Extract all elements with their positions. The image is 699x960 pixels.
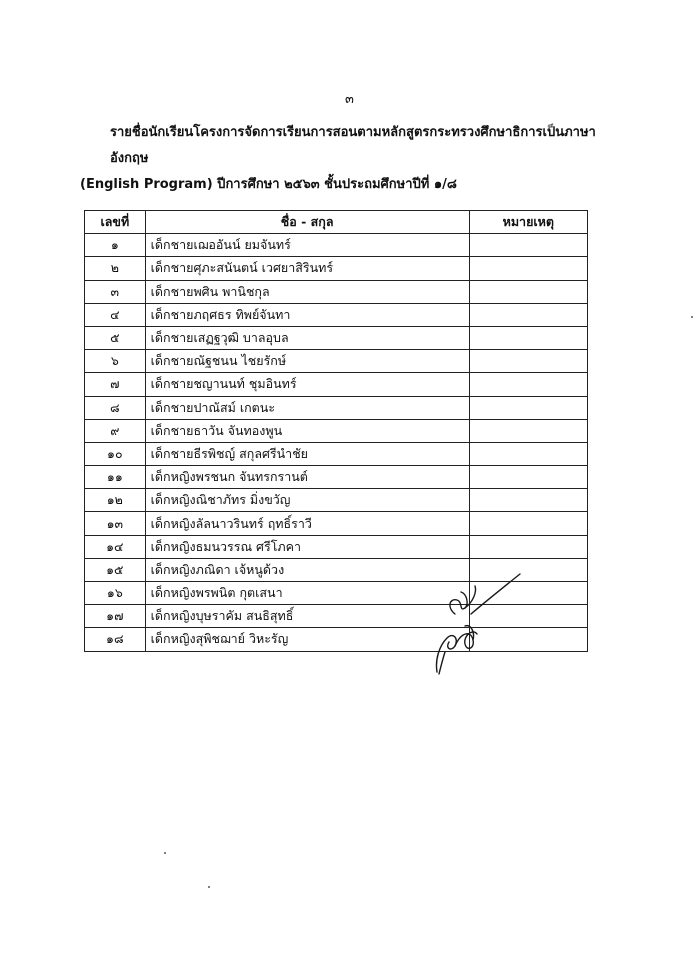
table-row [85,257,588,280]
row-number: ๓ [85,280,146,303]
row-number: ๑๘ [85,628,146,651]
table-row [85,535,588,558]
row-remark [469,326,587,349]
row-name: เด็กชายภฤศธร ทิพย์จันทา [145,303,469,326]
row-number: ๑ [85,234,146,257]
row-number: ๕ [85,326,146,349]
row-remark [469,350,587,373]
title-line-2: (English Program) ปีการศึกษา ๒๕๖๓ ชั้นประถมศึกษาปีที่ ๑/๘ [80,177,457,192]
row-remark [469,419,587,442]
row-name: เด็กหญิงธมนวรรณ ศรีโภคา [145,535,469,558]
row-number: ๑๖ [85,582,146,605]
table-row [85,442,588,465]
row-name: เด็กชายชญานนท์ ชุมอินทร์ [145,373,469,396]
scan-speck [691,316,693,318]
scan-speck [208,886,210,888]
table-row [85,373,588,396]
row-remark [469,257,587,280]
row-remark [469,303,587,326]
row-remark [469,489,587,512]
row-remark [469,512,587,535]
row-number: ๑๑ [85,466,146,489]
row-remark [469,234,587,257]
title-line-1: รายชื่อนักเรียนโครงการจัดการเรียนการสอนตามหลักสูตรกระทรวงศึกษาธิการเป็นภาษาอังกฤษ [110,125,596,166]
row-name: เด็กชายเฌออันน์ ยมจันทร์ [145,234,469,257]
row-number: ๑๔ [85,535,146,558]
row-name: เด็กหญิงลัลนาวรินทร์ ฤทธิ์ราวี [145,512,469,535]
table-row [85,489,588,512]
table-row [85,419,588,442]
header-number: เลขที่ [85,211,146,234]
row-remark [469,442,587,465]
table-row [85,303,588,326]
page-number: ๓ [345,92,354,107]
row-remark [469,373,587,396]
row-number: ๗ [85,373,146,396]
row-remark [469,280,587,303]
document-title [80,120,604,198]
row-name: เด็กหญิงพรพนิต กุตเสนา [145,582,469,605]
row-name: เด็กหญิงบุษราคัม สนธิสุทธิ์ [145,605,469,628]
row-name: เด็กชายณัฐชนน ไชยรักษ์ [145,350,469,373]
table-row [85,512,588,535]
row-remark [469,466,587,489]
scan-speck [164,852,166,854]
header-name: ชื่อ - สกุล [145,211,469,234]
handwritten-signature [425,572,525,677]
table-row [85,280,588,303]
row-number: ๑๒ [85,489,146,512]
row-name: เด็กหญิงภณิดา เจ้หนูด้วง [145,558,469,581]
row-name: เด็กหญิงพรชนก จันทรกรานต์ [145,466,469,489]
row-number: ๖ [85,350,146,373]
row-number: ๑๐ [85,442,146,465]
row-number: ๙ [85,419,146,442]
table-row [85,350,588,373]
table-header-row [85,211,588,234]
row-remark [469,535,587,558]
row-number: ๑๓ [85,512,146,535]
table-row [85,326,588,349]
row-name: เด็กชายธีรพิชญ์ สกุลศรีนำชัย [145,442,469,465]
row-number: ๑๗ [85,605,146,628]
row-name: เด็กชายศุภะสนันตน์ เวศยาสิรินทร์ [145,257,469,280]
row-number: ๑๕ [85,558,146,581]
row-name: เด็กชายปาณัสม์ เกตนะ [145,396,469,419]
row-name: เด็กชายพศิน พานิชกุล [145,280,469,303]
row-name: เด็กชายธาวัน จันทองพูน [145,419,469,442]
row-name: เด็กชายเสฏฐวุฒิ บาลอุบล [145,326,469,349]
table-row [85,234,588,257]
row-number: ๒ [85,257,146,280]
row-number: ๔ [85,303,146,326]
row-name: เด็กหญิงณิชาภัทร มิ่งขวัญ [145,489,469,512]
row-number: ๘ [85,396,146,419]
row-remark [469,396,587,419]
table-row [85,466,588,489]
row-name: เด็กหญิงสุพิชฌาย์ วิหะรัญ [145,628,469,651]
header-remark: หมายเหตุ [469,211,587,234]
table-row [85,396,588,419]
